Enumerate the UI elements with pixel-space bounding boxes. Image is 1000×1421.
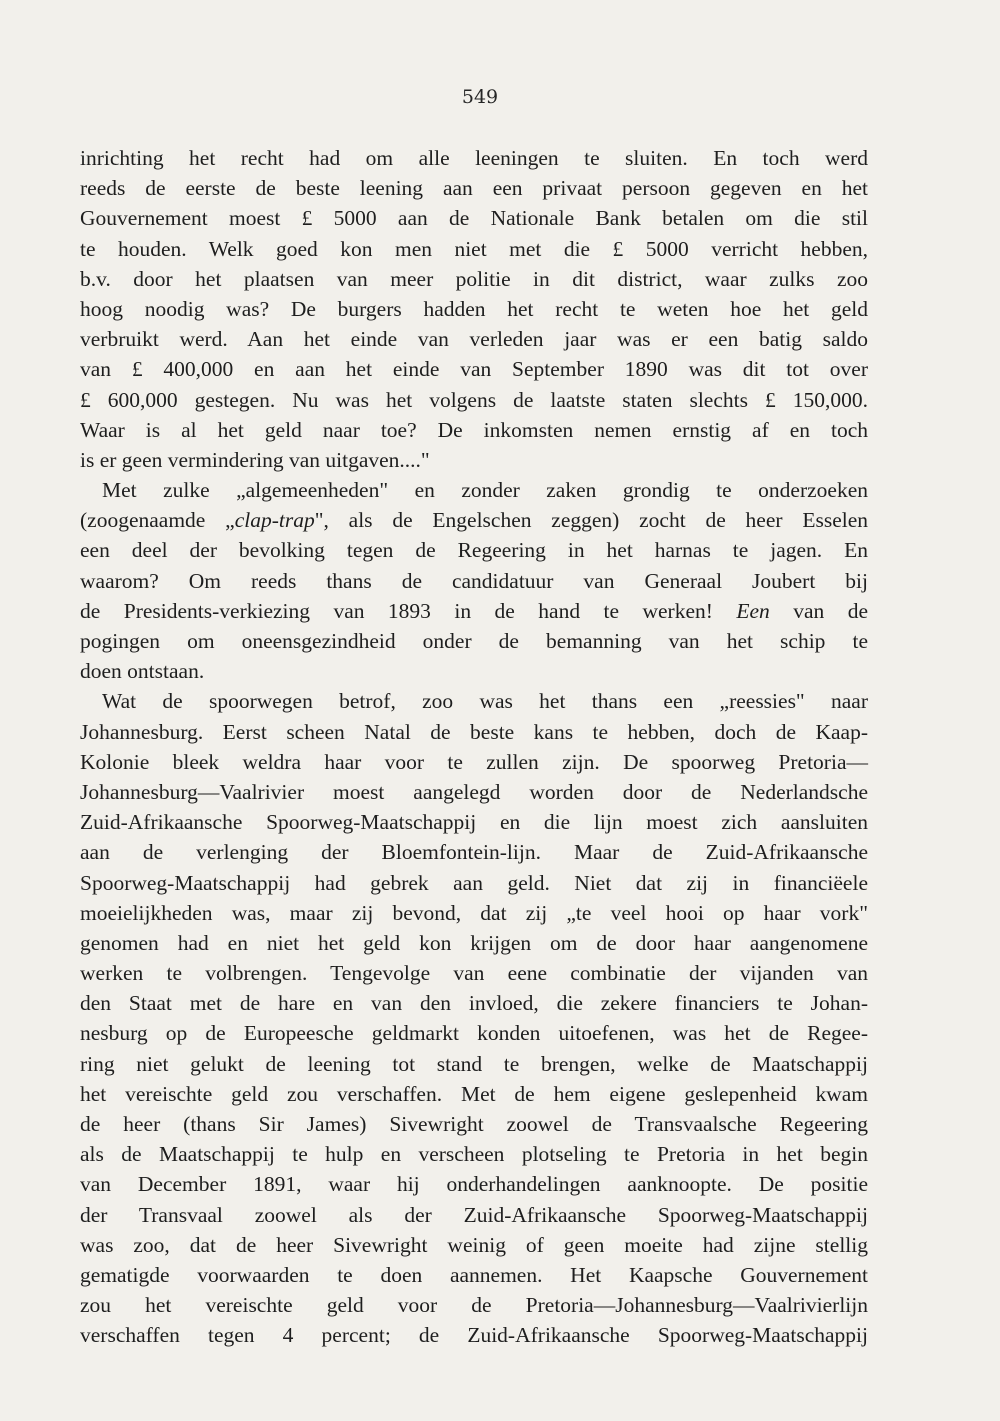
body-text: [80, 143, 868, 1351]
text-line: het vereischte geld zou verschaffen. Met de hem eigene geslepenheid kwam: [80, 1081, 868, 1106]
text-line: te houden. Welk goed kon men niet met die £ 5000 verricht hebben,: [80, 236, 868, 261]
text-line: de heer (thans Sir James) Sivewright zoowel de Transvaalsche Regeering: [80, 1112, 868, 1136]
text-line: nesburg op de Europeesche geldmarkt konden uitoefenen, was het de Regee-: [80, 1021, 868, 1046]
text-line: Gouvernement moest £ 5000 aan de Nationale Bank betalen om die stil: [80, 206, 868, 231]
text-line: van December 1891, waar hij onderhandelingen aanknoopte. De positie: [80, 1172, 868, 1197]
text-line: Met zulke „algemeenheden" en zonder zaken grondig te onderzoeken: [102, 478, 868, 503]
text-line: gematigde voorwaarden te doen aannemen. Het Kaapsche Gouvernement: [80, 1262, 868, 1287]
emphasized-text: Een: [736, 598, 770, 623]
page-number: 549: [461, 86, 499, 108]
text-line: Wat de spoorwegen betrof, zoo was het thans een „reessies" naar: [102, 689, 868, 714]
text-line: zou het vereischte geld voor de Pretoria—Johannesburg—Vaalrivierlijn: [80, 1293, 868, 1318]
text-line: als de Maatschappij te hulp en verscheen plotseling te Pretoria in het begin: [80, 1142, 868, 1167]
text-line: Johannesburg—Vaalrivier moest aangelegd worden door de Nederlandsche: [80, 779, 868, 804]
text-segment: van de: [769, 598, 868, 623]
text-line: doen ontstaan.: [80, 659, 205, 684]
text-segment: (zoogenaamde „: [80, 508, 235, 533]
text-line: pogingen om oneensgezindheid onder de bemanning van het schip te: [80, 629, 868, 653]
text-segment: de Presidents-verkiezing van 1893 in de hand te werken!: [80, 598, 737, 623]
text-line: den Staat met de hare en van den invloed, die zekere financiers te Johan-: [80, 991, 868, 1016]
text-line: der Transvaal zoowel als der Zuid-Afrikaansche Spoorweg-Maatschappij: [80, 1202, 868, 1227]
text-line: Spoorweg-Maatschappij had gebrek aan geld. Niet dat zij in financiëele: [80, 870, 868, 895]
text-line: ring niet gelukt de leening tot stand te brengen, welke de Maatschappij: [80, 1051, 868, 1076]
text-line: aan de verlenging der Bloemfontein-lijn. Maar de Zuid-Afrikaansche: [80, 840, 868, 865]
text-line: moeielijkheden was, maar zij bevond, dat zij „te veel hooi op haar vork": [80, 900, 868, 925]
text-line: hoog noodig was? De burgers hadden het recht te weten hoe het geld: [80, 296, 868, 321]
text-line: Johannesburg. Eerst scheen Natal de beste kans te hebben, doch de Kaap-: [80, 719, 868, 744]
text-line: werken te volbrengen. Tengevolge van eene combinatie der vijanden van: [80, 961, 868, 986]
text-line: [80, 505, 868, 535]
text-line: [80, 596, 868, 626]
text-line: Waar is al het geld naar toe? De inkomsten nemen ernstig af en toch: [80, 417, 868, 442]
text-line: van £ 400,000 en aan het einde van September 1890 was dit tot over: [80, 357, 868, 382]
text-line: Kolonie bleek weldra haar voor te zullen zijn. De spoorweg Pretoria—: [80, 749, 868, 774]
text-line: een deel der bevolking tegen de Regeering in het harnas te jagen. En: [80, 538, 868, 563]
text-line: reeds de eerste de beste leening aan een privaat persoon gegeven en het: [80, 176, 868, 201]
text-line: was zoo, dat de heer Sivewright weinig of geen moeite had zijne stellig: [80, 1232, 868, 1257]
text-line: verbruikt werd. Aan het einde van verleden jaar was er een batig saldo: [80, 327, 868, 352]
emphasized-text: clap-trap: [234, 508, 315, 533]
text-line: inrichting het recht had om alle leeningen te sluiten. En toch werd: [80, 146, 868, 170]
text-line: is er geen vermindering van uitgaven....": [80, 447, 430, 472]
text-line: £ 600,000 gestegen. Nu was het volgens de laatste staten slechts £ 150,000.: [80, 387, 868, 412]
text-segment: ", als de Engelschen zeggen) zocht de heer Esselen: [314, 508, 868, 533]
text-line: waarom? Om reeds thans de candidatuur van Generaal Joubert bij: [80, 568, 868, 593]
text-line: verschaffen tegen 4 percent; de Zuid-Afrikaansche Spoorweg-Maatschappij: [80, 1323, 868, 1348]
text-line: b.v. door het plaatsen van meer politie in dit district, waar zulks zoo: [80, 266, 868, 291]
text-line: Zuid-Afrikaansche Spoorweg-Maatschappij en die lijn moest zich aansluiten: [80, 810, 868, 835]
text-line: genomen had en niet het geld kon krijgen om de door haar aangenomene: [80, 930, 868, 955]
